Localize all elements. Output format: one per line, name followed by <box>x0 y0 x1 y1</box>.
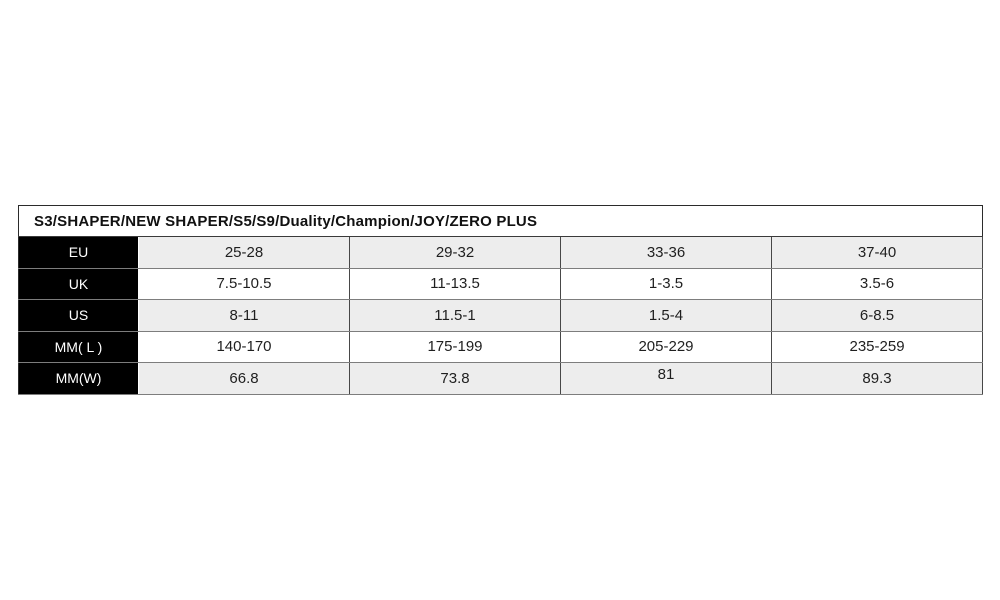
cell-mml-1: 140-170 <box>139 331 350 363</box>
cell-eu-2: 29-32 <box>350 237 561 269</box>
row-label-us: US <box>19 300 139 332</box>
cell-uk-1: 7.5-10.5 <box>139 268 350 300</box>
cell-mmw-3 <box>561 363 772 395</box>
cell-uk-2: 11-13.5 <box>350 268 561 300</box>
cell-uk-3: 1-3.5 <box>561 268 772 300</box>
table-row-uk <box>19 268 983 300</box>
cell-us-2: 11.5-1 <box>350 300 561 332</box>
cell-mmw-4: 89.3 <box>772 363 983 395</box>
table-row-eu <box>19 237 983 269</box>
table-row-mm-length <box>19 331 983 363</box>
cell-mml-2: 175-199 <box>350 331 561 363</box>
row-label-mm-width: MM(W) <box>19 363 139 395</box>
table-title: S3/SHAPER/NEW SHAPER/S5/S9/Duality/Champion/JOY/ZERO PLUS <box>19 206 983 237</box>
row-label-mm-length: MM( L ) <box>19 331 139 363</box>
table-row-mm-width <box>19 363 983 395</box>
cell-mml-4: 235-259 <box>772 331 983 363</box>
cell-us-4: 6-8.5 <box>772 300 983 332</box>
size-chart-table <box>18 205 983 395</box>
cell-eu-4: 37-40 <box>772 237 983 269</box>
row-label-uk: UK <box>19 268 139 300</box>
cell-uk-4: 3.5-6 <box>772 268 983 300</box>
cell-mmw-2: 73.8 <box>350 363 561 395</box>
cell-mmw-1: 66.8 <box>139 363 350 395</box>
cell-mml-3: 205-229 <box>561 331 772 363</box>
cell-us-1: 8-11 <box>139 300 350 332</box>
row-label-eu: EU <box>19 237 139 269</box>
title-row <box>19 206 983 237</box>
cell-eu-3: 33-36 <box>561 237 772 269</box>
table-row-us <box>19 300 983 332</box>
cell-mmw-3-value: 81 <box>657 365 675 383</box>
cell-eu-1: 25-28 <box>139 237 350 269</box>
cell-us-3: 1.5-4 <box>561 300 772 332</box>
